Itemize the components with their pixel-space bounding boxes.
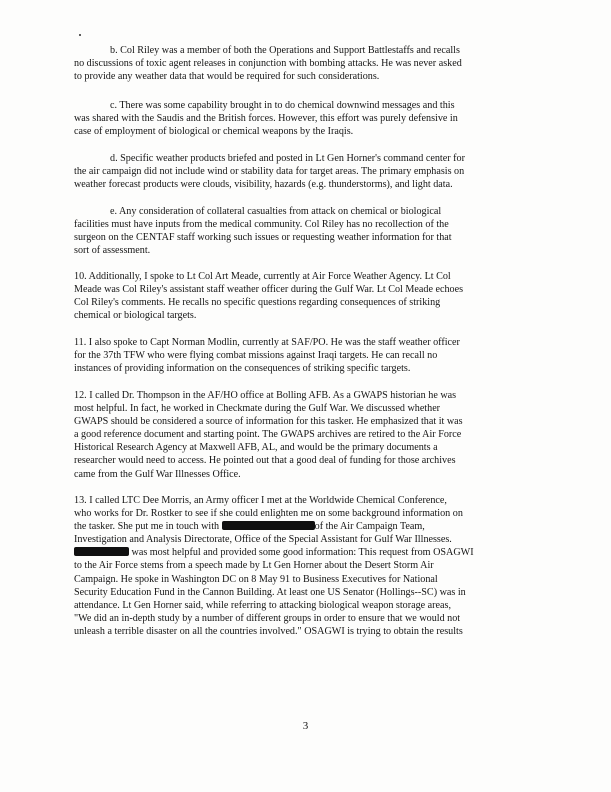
text-line: weather forecast products were clouds, visibility, hazards (e.g. thunderstorms), and light data. — [74, 179, 453, 191]
text-line: 13. I called LTC Dee Morris, an Army officer I met at the Worldwide Chemical Conference, — [74, 495, 447, 506]
text-line: facilities must have inputs from the medical community. Col Riley has no recollection of the — [74, 219, 449, 231]
text-fragment: was most helpful and provided some good information: This request from OSAGWI — [129, 547, 474, 559]
text-line: was shared with the Saudis and the British forces. However, this effort was purely defensive in — [74, 113, 458, 125]
text-line: b. Col Riley was a member of both the Operations and Support Battlestaffs and recalls — [110, 45, 460, 56]
text-line: researcher would need to access. He pointed out that a good deal of funding for those archives — [74, 455, 456, 467]
text-line: who works for Dr. Rostker to see if she could enlighten me on some background information on — [74, 508, 463, 520]
text-line: Investigation and Analysis Directorate, Office of the Special Assistant for Gulf War Illnesses. — [74, 534, 452, 546]
scan-speck — [79, 34, 81, 36]
text-line: 11. I also spoke to Capt Norman Modlin, currently at SAF/PO. He was the staff weather officer — [74, 337, 460, 348]
text-line: most helpful. In fact, he worked in Checkmate during the Gulf War. We discussed whether — [74, 403, 441, 415]
page-number: 3 — [302, 720, 309, 732]
text-line — [74, 546, 544, 559]
text-line: attendance. Lt Gen Horner said, while referring to attacking biological weapon storage areas, — [74, 599, 452, 611]
text-fragment: the tasker. She put me in touch with — [74, 521, 222, 533]
paragraph-b — [74, 44, 544, 83]
text-line: sort of assessment. — [74, 245, 151, 257]
paragraph-12 — [74, 389, 544, 481]
paragraph-13 — [74, 494, 544, 638]
text-line: instances of providing information on the consequences of striking specific targets. — [74, 363, 411, 375]
text-line: c. There was some capability brought in to do chemical downwind messages and this — [110, 100, 455, 111]
text-line: surgeon on the CENTAF staff working such issues or requesting weather information for that — [74, 232, 452, 244]
paragraph-10 — [74, 270, 544, 322]
text-line: Historical Research Agency at Maxwell AFB, AL, and would be the primary documents a — [74, 442, 438, 454]
text-line: d. Specific weather products briefed and posted in Lt Gen Horner's command center for — [110, 153, 465, 164]
paragraph-e — [74, 205, 544, 257]
text-line: 10. Additionally, I spoke to Lt Col Art Meade, currently at Air Force Weather Agency. Lt Col — [74, 271, 451, 282]
text-line: a good reference document and starting point. The GWAPS archives are retired to the Air Force — [74, 429, 462, 441]
text-line: 12. I called Dr. Thompson in the AF/HO office at Bolling AFB. As a GWAPS historian he was — [74, 390, 457, 401]
text-fragment: of the Air Campaign Team, — [314, 521, 425, 533]
text-line: chemical or biological targets. — [74, 310, 197, 322]
text-line: Col Riley's comments. He recalls no specific questions regarding consequences of striking — [74, 297, 441, 309]
text-line: to the Air Force stems from a speech made by Lt Gen Horner about the Desert Storm Air — [74, 560, 434, 572]
paragraph-c — [74, 99, 544, 138]
text-line: no discussions of toxic agent releases in conjunction with bombing attacks. He was never asked — [74, 58, 462, 70]
text-line: Meade was Col Riley's assistant staff weather officer during the Gulf War. Lt Col Meade echoes — [74, 284, 464, 296]
paragraph-d — [74, 152, 544, 191]
text-line: Campaign. He spoke in Washington DC on 8 May 91 to Business Executives for National — [74, 573, 438, 585]
text-line: to provide any weather data that would be required for such considerations. — [74, 71, 380, 83]
redaction-block — [74, 547, 129, 556]
text-line: the air campaign did not include wind or stability data for target areas. The primary emphasis on — [74, 166, 465, 178]
text-line: GWAPS should be considered a source of information for this tasker. He emphasized that it was — [74, 416, 463, 428]
text-line: case of employment of biological or chemical weapons by the Iraqis. — [74, 126, 354, 138]
text-line: e. Any consideration of collateral casualties from attack on chemical or biological — [110, 206, 442, 217]
paragraph-11 — [74, 336, 544, 375]
text-line: for the 37th TFW who were flying combat missions against Iraqi targets. He can recall no — [74, 350, 438, 362]
text-line: came from the Gulf War Illnesses Office. — [74, 468, 241, 480]
redaction-block — [222, 521, 315, 530]
text-line — [74, 520, 544, 533]
text-line: Security Education Fund in the Cannon Building. At least one US Senator (Hollings--SC) was in — [74, 586, 466, 598]
text-line: unleash a terrible disaster on all the countries involved." OSAGWI is trying to obtain the results — [74, 625, 463, 637]
text-line: "We did an in-depth study by a number of different groups in order to ensure that we would not — [74, 612, 461, 624]
